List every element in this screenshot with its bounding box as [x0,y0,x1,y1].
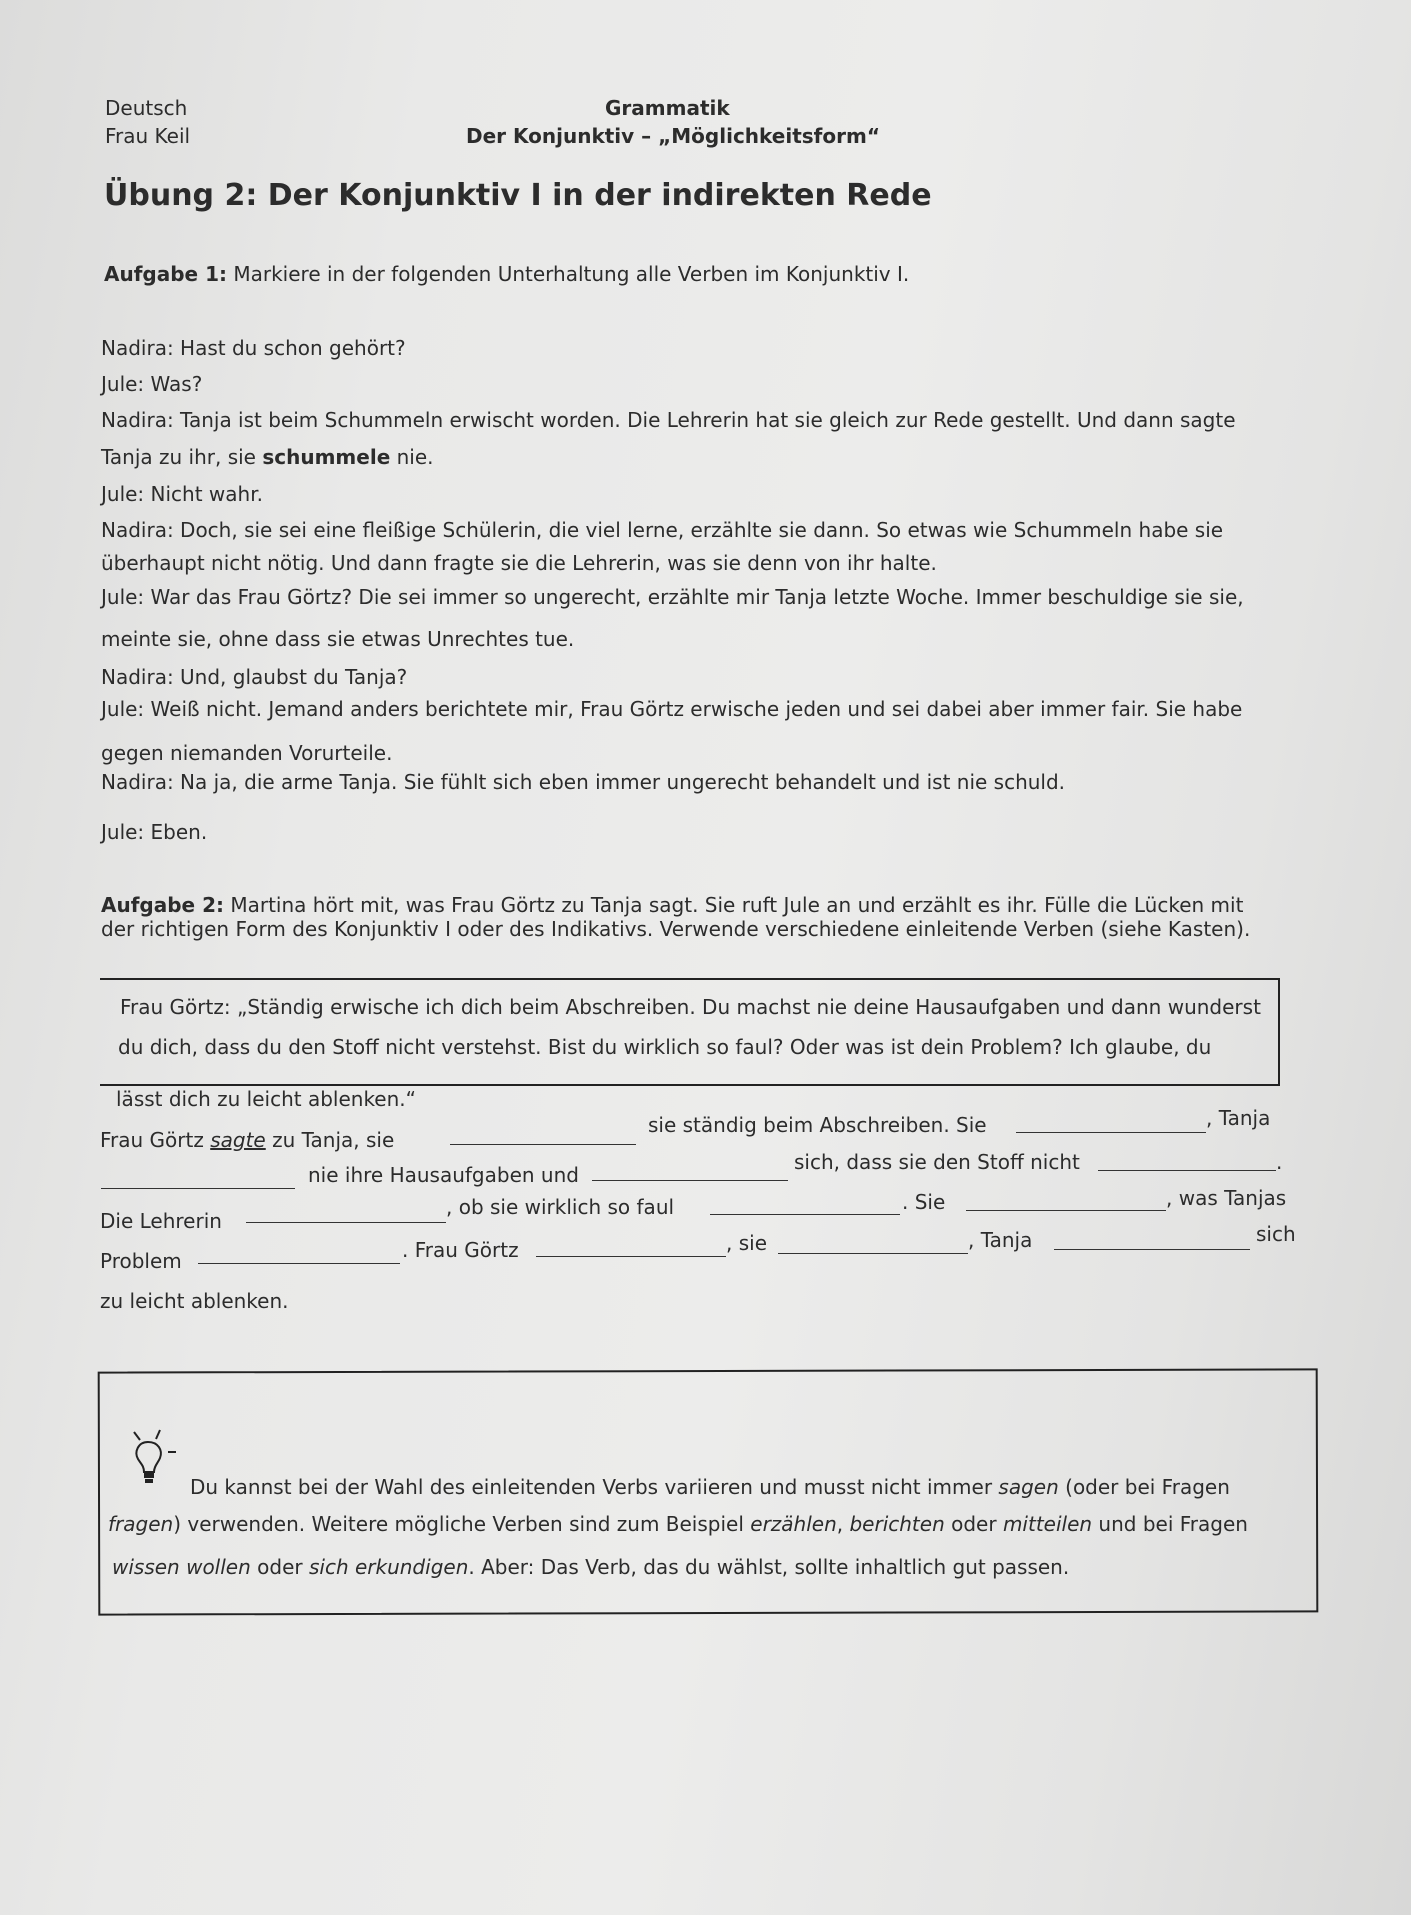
task1-label: Aufgabe 1: [104,262,227,286]
page-title: Übung 2: Der Konjunktiv I in der indirekten Rede [104,178,932,213]
quote-line-3: lässt dich zu leicht ablenken.“ [116,1087,417,1111]
tip-verb: wissen wollen [112,1555,251,1579]
tip-text: oder [944,1512,1003,1536]
tip-text: und bei Fragen [1092,1512,1248,1536]
dialogue-line-4-a: Tanja zu ihr, sie [101,445,263,469]
fill-text: , was Tanjas [1166,1186,1287,1210]
fill-text: , Tanja [968,1228,1033,1252]
dialogue-line-4-b: nie. [390,445,434,469]
tip-verb: sich erkundigen [308,1555,469,1579]
subject-label: Deutsch [105,96,188,120]
fill-text: zu Tanja, sie [265,1128,395,1152]
dialogue-line-12: gegen niemanden Vorurteile. [101,741,393,765]
tip-line-2 [108,1512,1248,1536]
tip-text: (oder bei Fragen [1058,1475,1230,1499]
task2-instruction-1 [101,893,1243,917]
fill-text: . [1276,1150,1283,1174]
task1-text: Markiere in der folgenden Unterhaltung alle Verben im Konjunktiv I. [233,262,910,286]
tip-verb: sagen [998,1475,1059,1499]
blank-1[interactable] [450,1126,636,1145]
fill-text: sie ständig beim Abschreiben. Sie [648,1113,987,1137]
tip-verb: fragen [108,1512,174,1536]
dialogue-line-7: überhaupt nicht nötig. Und dann fragte sie die Lehrerin, was sie denn von ihr halte. [101,551,937,575]
dialogue-line-4 [101,445,434,469]
tip-text: oder [250,1555,309,1579]
tip-text: Du kannst bei der Wahl des einleitenden Verbs variieren und musst nicht immer [190,1475,999,1499]
tip-text: . Aber: Das Verb, das du wählst, sollte inhaltlich gut passen. [468,1555,1070,1579]
tip-text: , [836,1512,850,1536]
dialogue-line-10: Nadira: Und, glaubst du Tanja? [101,665,408,689]
blank-4[interactable] [592,1162,788,1181]
tip-verb: mitteilen [1002,1512,1093,1536]
tip-verb: erzählen [750,1512,837,1536]
blank-6[interactable] [246,1204,446,1223]
dialogue-line-2: Jule: Was? [101,372,203,396]
blank-9[interactable] [198,1245,400,1264]
task1-instruction [104,262,909,286]
quote-line-1: Frau Görtz: „Ständig erwische ich dich beim Abschreiben. Du machst nie deine Hausaufgaben und dann wunderst [120,995,1261,1019]
quote-line-2: du dich, dass du den Stoff nicht verstehst. Bist du wirklich so faul? Oder was ist dein Problem? Ich glaube, du [118,1035,1212,1059]
dialogue-line-9: meinte sie, ohne dass sie etwas Unrechtes tue. [101,627,575,651]
tip-line-3 [112,1555,1069,1579]
teacher-label: Frau Keil [105,124,191,148]
blank-12[interactable] [1054,1231,1250,1250]
dialogue-highlight-word: schummele [262,445,391,469]
fill-text: Frau Görtz [100,1128,211,1152]
blank-11[interactable] [778,1235,968,1254]
dialogue-line-5: Jule: Nicht wahr. [101,482,263,506]
blank-10[interactable] [536,1238,726,1257]
blank-3[interactable] [101,1170,295,1189]
fill-text: Problem [100,1249,182,1273]
example-verb: sagte [210,1128,266,1152]
subtitle-label: Der Konjunktiv – „Möglichkeitsform“ [466,124,880,148]
fill-text: , ob sie wirklich so faul [446,1195,675,1219]
dialogue-line-1: Nadira: Hast du schon gehört? [101,336,406,360]
task2-label: Aufgabe 2: [101,893,224,917]
fill-text: , Tanja [1206,1106,1271,1130]
blank-8[interactable] [966,1192,1166,1211]
blank-2[interactable] [1016,1114,1206,1133]
dialogue-line-14: Jule: Eben. [101,820,208,844]
task2-instruction-2: der richtigen Form des Konjunktiv I oder des Indikativs. Verwende verschiedene einleitende Verben (siehe Kasten). [101,917,1251,941]
fill-text: . Sie [902,1190,946,1214]
fill-text: , sie [726,1231,767,1255]
fill-text: . Frau Görtz [402,1238,519,1262]
dialogue-line-6: Nadira: Doch, sie sei eine fleißige Schülerin, die viel lerne, erzählte sie dann. So etwas wie Schummeln habe sie [101,518,1224,542]
fill-line-5: zu leicht ablenken. [100,1289,289,1313]
topic-label: Grammatik [605,96,730,120]
fill-text: sich, dass sie den Stoff nicht [794,1150,1080,1174]
dialogue-line-8: Jule: War das Frau Görtz? Die sei immer so ungerecht, erzählte mir Tanja letzte Woche. Immer beschuldige sie sie, [101,585,1244,609]
fill-text: Die Lehrerin [100,1209,222,1233]
blank-7[interactable] [710,1196,900,1215]
tip-verb: berichten [849,1512,945,1536]
lightbulb-icon [120,1428,190,1492]
fill-text: nie ihre Hausaufgaben und [308,1163,579,1187]
blank-5[interactable] [1098,1152,1276,1171]
dialogue-line-13: Nadira: Na ja, die arme Tanja. Sie fühlt sich eben immer ungerecht behandelt und ist nie schuld. [101,770,1066,794]
fill-text: sich [1256,1222,1296,1246]
dialogue-line-3: Nadira: Tanja ist beim Schummeln erwischt worden. Die Lehrerin hat sie gleich zur Rede gestellt. Und dann sagte [101,408,1236,432]
dialogue-line-11: Jule: Weiß nicht. Jemand anders berichtete mir, Frau Görtz erwische jeden und sei dabei aber immer fair. Sie habe [101,697,1243,721]
task2-text-1: Martina hört mit, was Frau Görtz zu Tanja sagt. Sie ruft Jule an und erzählt es ihr. Fülle die Lücken mit [230,893,1244,917]
fill-line-1a [100,1128,394,1152]
tip-line-1 [190,1475,1230,1499]
tip-text: ) verwenden. Weitere mögliche Verben sind zum Beispiel [173,1512,751,1536]
